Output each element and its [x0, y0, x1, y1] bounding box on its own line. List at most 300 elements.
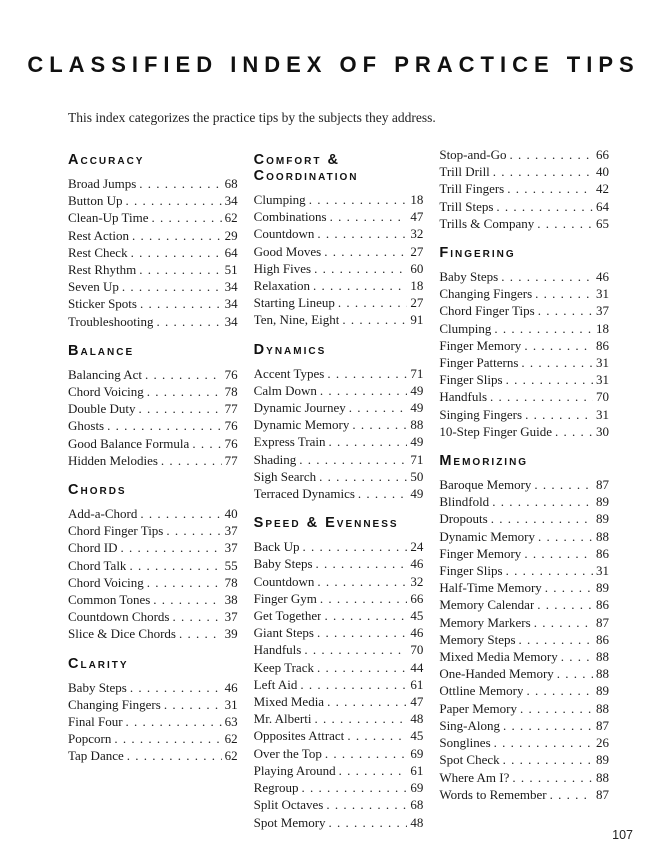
entry-label: Baby Steps [253, 556, 313, 572]
entry-page-number: 39 [224, 626, 238, 642]
index-entry [439, 215, 609, 232]
index-entry [439, 354, 609, 371]
entry-page-number: 40 [596, 164, 610, 180]
entry-page-number: 63 [224, 714, 238, 730]
index-entry [254, 311, 424, 328]
index-entry [254, 382, 424, 399]
dot-leader [316, 555, 408, 572]
entry-label: Singing Fingers [439, 406, 523, 422]
entry-page-number: 77 [224, 401, 238, 417]
dot-leader [314, 710, 407, 727]
dot-leader [506, 371, 593, 388]
dot-leader [139, 400, 222, 417]
dot-leader [317, 624, 407, 641]
dot-leader [320, 382, 407, 399]
index-entry [254, 796, 424, 813]
dot-leader [520, 700, 593, 717]
index-entry [439, 734, 609, 751]
index-entry [68, 261, 238, 278]
dot-leader [349, 399, 408, 416]
index-entry [68, 278, 238, 295]
dot-leader [304, 641, 407, 658]
entry-label: Paper Memory [439, 700, 517, 716]
entry-page-number: 37 [224, 609, 238, 625]
entry-label: Trill Fingers [439, 181, 505, 197]
entry-label: Relaxation [253, 278, 310, 294]
index-entry [68, 383, 238, 400]
dot-leader [329, 814, 408, 831]
index-entry [68, 730, 238, 747]
entry-label: Blindfold [439, 494, 490, 510]
page-title: CLASSIFIED INDEX OF PRACTICE TIPS [27, 52, 640, 77]
entry-label: Chord Finger Tips [68, 523, 164, 539]
dot-leader [525, 406, 593, 423]
entry-label: Giant Steps [253, 625, 314, 641]
entry-label: Baby Steps [68, 679, 127, 695]
entry-label: One-Handed Memory [439, 666, 554, 682]
index-entry [439, 596, 609, 613]
entry-page-number: 38 [224, 592, 238, 608]
dot-leader [503, 717, 593, 734]
entry-page-number: 55 [224, 557, 238, 573]
index-entry [254, 485, 424, 502]
dot-leader [317, 225, 407, 242]
entry-page-number: 91 [410, 312, 424, 328]
index-entry [68, 209, 238, 226]
index-entry [254, 277, 424, 294]
entry-page-number: 69 [410, 745, 424, 761]
entry-label: Clean-Up Time [68, 210, 149, 226]
entry-page-number: 61 [410, 762, 424, 778]
entry-page-number: 50 [410, 468, 424, 484]
dot-leader [127, 747, 222, 764]
entry-page-number: 31 [596, 286, 610, 302]
entry-label: Button Up [68, 193, 123, 209]
entry-page-number: 65 [596, 215, 610, 231]
entry-label: Hidden Melodies [68, 452, 158, 468]
entry-label: Memory Steps [439, 631, 516, 647]
entry-page-number: 47 [410, 694, 424, 710]
dot-leader [524, 337, 593, 354]
index-entry [439, 579, 609, 596]
entry-page-number: 26 [596, 735, 610, 751]
index-entry [254, 624, 424, 641]
entry-label: Seven Up [68, 279, 119, 295]
entry-page-number: 37 [224, 523, 238, 539]
entry-label: Handfuls [439, 389, 488, 405]
entry-page-number: 40 [224, 506, 238, 522]
entry-page-number: 37 [224, 540, 238, 556]
entry-page-number: 66 [410, 590, 424, 606]
index-entry [68, 679, 238, 696]
entry-label: Starting Lineup [253, 295, 335, 311]
dot-leader [147, 383, 222, 400]
entry-label: Back Up [253, 539, 300, 555]
dot-leader [301, 779, 407, 796]
entry-page-number: 88 [410, 417, 424, 433]
entry-page-number: 66 [596, 147, 610, 162]
entry-page-number: 34 [224, 313, 238, 329]
index-entry [254, 710, 424, 727]
entry-label: Where Am I? [439, 769, 510, 785]
index-entry [254, 468, 424, 485]
entry-page-number: 18 [410, 278, 424, 294]
dot-leader [538, 528, 593, 545]
index-entry [68, 522, 238, 539]
dot-leader [494, 320, 593, 337]
entry-page-number: 61 [410, 676, 424, 692]
entry-label: Ten, Nine, Eight [253, 312, 340, 328]
index-entry [439, 665, 609, 682]
entry-label: Good Moves [253, 243, 322, 259]
entry-label: Add-a-Chord [68, 506, 138, 522]
entry-label: Sigh Search [253, 468, 317, 484]
index-entry [254, 779, 424, 796]
dot-leader [327, 365, 407, 382]
entry-page-number: 86 [596, 597, 610, 613]
index-entry [68, 608, 238, 625]
index-entry [439, 476, 609, 493]
entry-page-number: 49 [410, 434, 424, 450]
entry-label: Accent Types [253, 365, 325, 381]
entry-page-number: 29 [224, 227, 238, 243]
page-subtitle: This index categorizes the practice tips by the subjects they address. [68, 110, 436, 125]
section-heading: Balance [68, 342, 135, 359]
entry-label: Countdown Chords [68, 609, 170, 625]
entry-label: Opposites Attract [253, 728, 345, 744]
dot-leader [510, 146, 594, 163]
index-entry [439, 285, 609, 302]
entry-page-number: 77 [224, 452, 238, 468]
entry-label: Countdown [253, 573, 315, 589]
index-entry [68, 696, 238, 713]
entry-label: Split Octaves [253, 797, 324, 813]
section-heading: Speed & Evenness [253, 515, 399, 532]
dot-leader [317, 659, 407, 676]
dot-leader [496, 198, 593, 215]
index-entry [439, 631, 609, 648]
entry-label: Final Four [68, 714, 123, 730]
dot-leader [126, 713, 222, 730]
dot-leader [521, 354, 593, 371]
dot-leader [126, 192, 222, 209]
entry-page-number: 86 [596, 631, 610, 647]
dot-leader [132, 227, 222, 244]
entry-page-number: 71 [410, 451, 424, 467]
index-entry [68, 713, 238, 730]
dot-leader [494, 734, 593, 751]
entry-label: Half-Time Memory [439, 580, 542, 596]
entry-label: Memory Markers [439, 614, 531, 630]
index-entry [68, 747, 238, 764]
section-heading: Memorizing [439, 453, 529, 470]
entry-page-number: 86 [596, 337, 610, 353]
index-entry [68, 295, 238, 312]
index-entry [254, 590, 424, 607]
entry-page-number: 46 [224, 679, 238, 695]
index-entry [68, 366, 238, 383]
entry-label: Terraced Dynamics [253, 486, 355, 502]
index-entry [254, 208, 424, 225]
entry-label: Rest Action [68, 227, 130, 243]
index-entry [254, 641, 424, 658]
dot-leader [129, 557, 221, 574]
index-entry [439, 388, 609, 405]
index-entry [254, 727, 424, 744]
dot-leader [550, 786, 593, 803]
index-entry [439, 545, 609, 562]
entry-label: Over the Top [253, 745, 322, 761]
entry-label: Popcorn [68, 731, 112, 747]
index-entry [254, 538, 424, 555]
entry-label: Finger Slips [439, 563, 503, 579]
index-entry [254, 399, 424, 416]
dot-leader [352, 416, 407, 433]
dot-leader [179, 625, 222, 642]
entry-label: 10-Step Finger Guide [439, 423, 552, 439]
entry-page-number: 45 [410, 608, 424, 624]
dot-leader [491, 510, 593, 527]
index-entry [439, 682, 609, 699]
entry-page-number: 34 [224, 193, 238, 209]
entry-label: Clumping [439, 320, 492, 336]
dot-leader [320, 590, 407, 607]
section-heading: Comfort & Coordination [253, 152, 359, 184]
dot-leader [338, 294, 407, 311]
entry-label: Tap Dance [68, 748, 124, 764]
dot-leader [131, 244, 222, 261]
index-entry [439, 769, 609, 786]
entry-page-number: 76 [224, 418, 238, 434]
entry-label: Common Tones [68, 592, 151, 608]
dot-leader [164, 696, 222, 713]
entry-label: Calm Down [253, 382, 317, 398]
entry-label: Good Balance Formula [68, 435, 190, 451]
entry-page-number: 71 [410, 365, 424, 381]
dot-leader [534, 476, 593, 493]
dot-leader [139, 175, 221, 192]
index-entry [439, 648, 609, 665]
entry-page-number: 47 [410, 209, 424, 225]
entry-page-number: 70 [596, 389, 610, 405]
index-entry [68, 417, 238, 434]
entry-page-number: 31 [596, 355, 610, 371]
index-entry [68, 435, 238, 452]
entry-label: Handfuls [253, 642, 302, 658]
index-entry [254, 191, 424, 208]
entry-label: Chord Finger Tips [439, 303, 535, 319]
dot-leader [358, 485, 407, 502]
entry-label: Countdown [253, 226, 315, 242]
index-entry [68, 313, 238, 330]
entry-page-number: 31 [596, 406, 610, 422]
entry-page-number: 89 [596, 752, 610, 768]
entry-page-number: 64 [596, 198, 610, 214]
entry-label: Memory Calendar [439, 597, 535, 613]
dot-leader [313, 277, 407, 294]
dot-leader [161, 452, 222, 469]
entry-page-number: 64 [224, 244, 238, 260]
entry-page-number: 32 [410, 573, 424, 589]
index-entry [254, 433, 424, 450]
index-entry [439, 302, 609, 319]
entry-page-number: 31 [596, 563, 610, 579]
dot-leader [192, 435, 221, 452]
entry-label: Dropouts [439, 511, 488, 527]
dot-leader [317, 573, 407, 590]
entry-page-number: 49 [410, 382, 424, 398]
entry-label: Trill Steps [439, 198, 494, 214]
entry-page-number: 88 [596, 649, 610, 665]
index-entry [254, 676, 424, 693]
index-entry [254, 555, 424, 572]
entry-page-number: 68 [410, 797, 424, 813]
index-entry [68, 244, 238, 261]
dot-leader [325, 745, 408, 762]
dot-leader [309, 191, 408, 208]
index-entry [439, 786, 609, 803]
entry-label: Get Together [253, 608, 322, 624]
entry-label: Ghosts [68, 418, 105, 434]
entry-page-number: 89 [596, 580, 610, 596]
dot-leader [506, 562, 593, 579]
dot-leader [342, 311, 407, 328]
dot-leader [490, 388, 593, 405]
dot-leader [139, 261, 221, 278]
index-entry [68, 557, 238, 574]
index-entry [68, 505, 238, 522]
entry-page-number: 27 [410, 295, 424, 311]
dot-leader [535, 285, 593, 302]
dot-leader [557, 665, 593, 682]
index-entry [68, 227, 238, 244]
entry-label: Sticker Spots [68, 296, 137, 312]
entry-page-number: 86 [596, 545, 610, 561]
index-entry [254, 762, 424, 779]
dot-leader [347, 727, 407, 744]
index-entry [439, 510, 609, 527]
section-heading: Fingering [439, 245, 516, 262]
index-entry [68, 400, 238, 417]
index-entry [439, 717, 609, 734]
index-entry [439, 337, 609, 354]
entry-label: Words to Remember [439, 786, 547, 802]
dot-leader [561, 648, 593, 665]
dot-leader [172, 608, 221, 625]
index-entry [254, 260, 424, 277]
entry-page-number: 78 [224, 384, 238, 400]
dot-leader [130, 679, 222, 696]
dot-leader [303, 538, 408, 555]
entry-label: Rest Check [68, 244, 128, 260]
dot-leader [493, 163, 593, 180]
entry-label: Spot Check [439, 752, 500, 768]
entry-label: Songlines [439, 735, 491, 751]
dot-leader [537, 215, 593, 232]
dot-leader [145, 366, 222, 383]
index-column-3 [439, 146, 609, 831]
entry-page-number: 89 [596, 511, 610, 527]
index-entry [439, 528, 609, 545]
index-entry [254, 243, 424, 260]
entry-page-number: 62 [224, 748, 238, 764]
index-entry [439, 751, 609, 768]
entry-page-number: 34 [224, 296, 238, 312]
dot-leader [299, 451, 407, 468]
section-heading: Chords [68, 482, 127, 499]
index-entry [439, 562, 609, 579]
entry-page-number: 76 [224, 435, 238, 451]
entry-label: Finger Gym [253, 590, 317, 606]
entry-label: Express Train [253, 434, 326, 450]
entry-page-number: 89 [596, 683, 610, 699]
index-column-1 [68, 146, 238, 831]
index-entry [254, 607, 424, 624]
section-heading: Clarity [68, 655, 129, 672]
entry-page-number: 31 [596, 372, 610, 388]
entry-label: Double Duty [68, 401, 136, 417]
entry-page-number: 31 [224, 696, 238, 712]
index-entry [254, 294, 424, 311]
entry-page-number: 24 [410, 539, 424, 555]
index-entry [439, 614, 609, 631]
dot-leader [329, 433, 408, 450]
entry-label: Rest Rhythm [68, 262, 137, 278]
entry-label: Ottline Memory [439, 683, 524, 699]
index-entry [254, 745, 424, 762]
entry-label: Finger Slips [439, 372, 503, 388]
dot-leader [114, 730, 221, 747]
entry-page-number: 60 [410, 260, 424, 276]
entry-page-number: 46 [410, 625, 424, 641]
entry-label: Dynamic Memory [253, 417, 350, 433]
entry-label: Changing Fingers [68, 696, 161, 712]
dot-leader [537, 596, 593, 613]
dot-leader [147, 574, 222, 591]
entry-page-number: 69 [410, 780, 424, 796]
entry-page-number: 51 [224, 262, 238, 278]
dot-leader [156, 313, 221, 330]
index-entry [68, 574, 238, 591]
entry-page-number: 37 [596, 303, 610, 319]
entry-label: Left Aid [253, 676, 298, 692]
entry-label: Trill Drill [439, 164, 490, 180]
dot-leader [538, 302, 593, 319]
entry-label: Mixed Media Memory [439, 649, 558, 665]
entry-page-number: 34 [224, 279, 238, 295]
entry-label: Troubleshooting [68, 313, 154, 329]
page-number: 107 [612, 828, 633, 842]
index-entry [68, 591, 238, 608]
entry-page-number: 88 [596, 666, 610, 682]
entry-page-number: 32 [410, 226, 424, 242]
index-entry [254, 659, 424, 676]
entry-page-number: 78 [224, 574, 238, 590]
entry-page-number: 46 [410, 556, 424, 572]
dot-leader [524, 545, 593, 562]
dot-leader [501, 268, 593, 285]
dot-leader [507, 180, 593, 197]
dot-leader [512, 769, 593, 786]
index-entry [439, 163, 609, 180]
entry-page-number: 49 [410, 486, 424, 502]
entry-label: Stop-and-Go [439, 147, 507, 162]
entry-page-number: 48 [410, 814, 424, 830]
dot-leader [107, 417, 222, 434]
entry-label: Shading [253, 451, 297, 467]
entry-page-number: 70 [410, 642, 424, 658]
index-entry [68, 539, 238, 556]
